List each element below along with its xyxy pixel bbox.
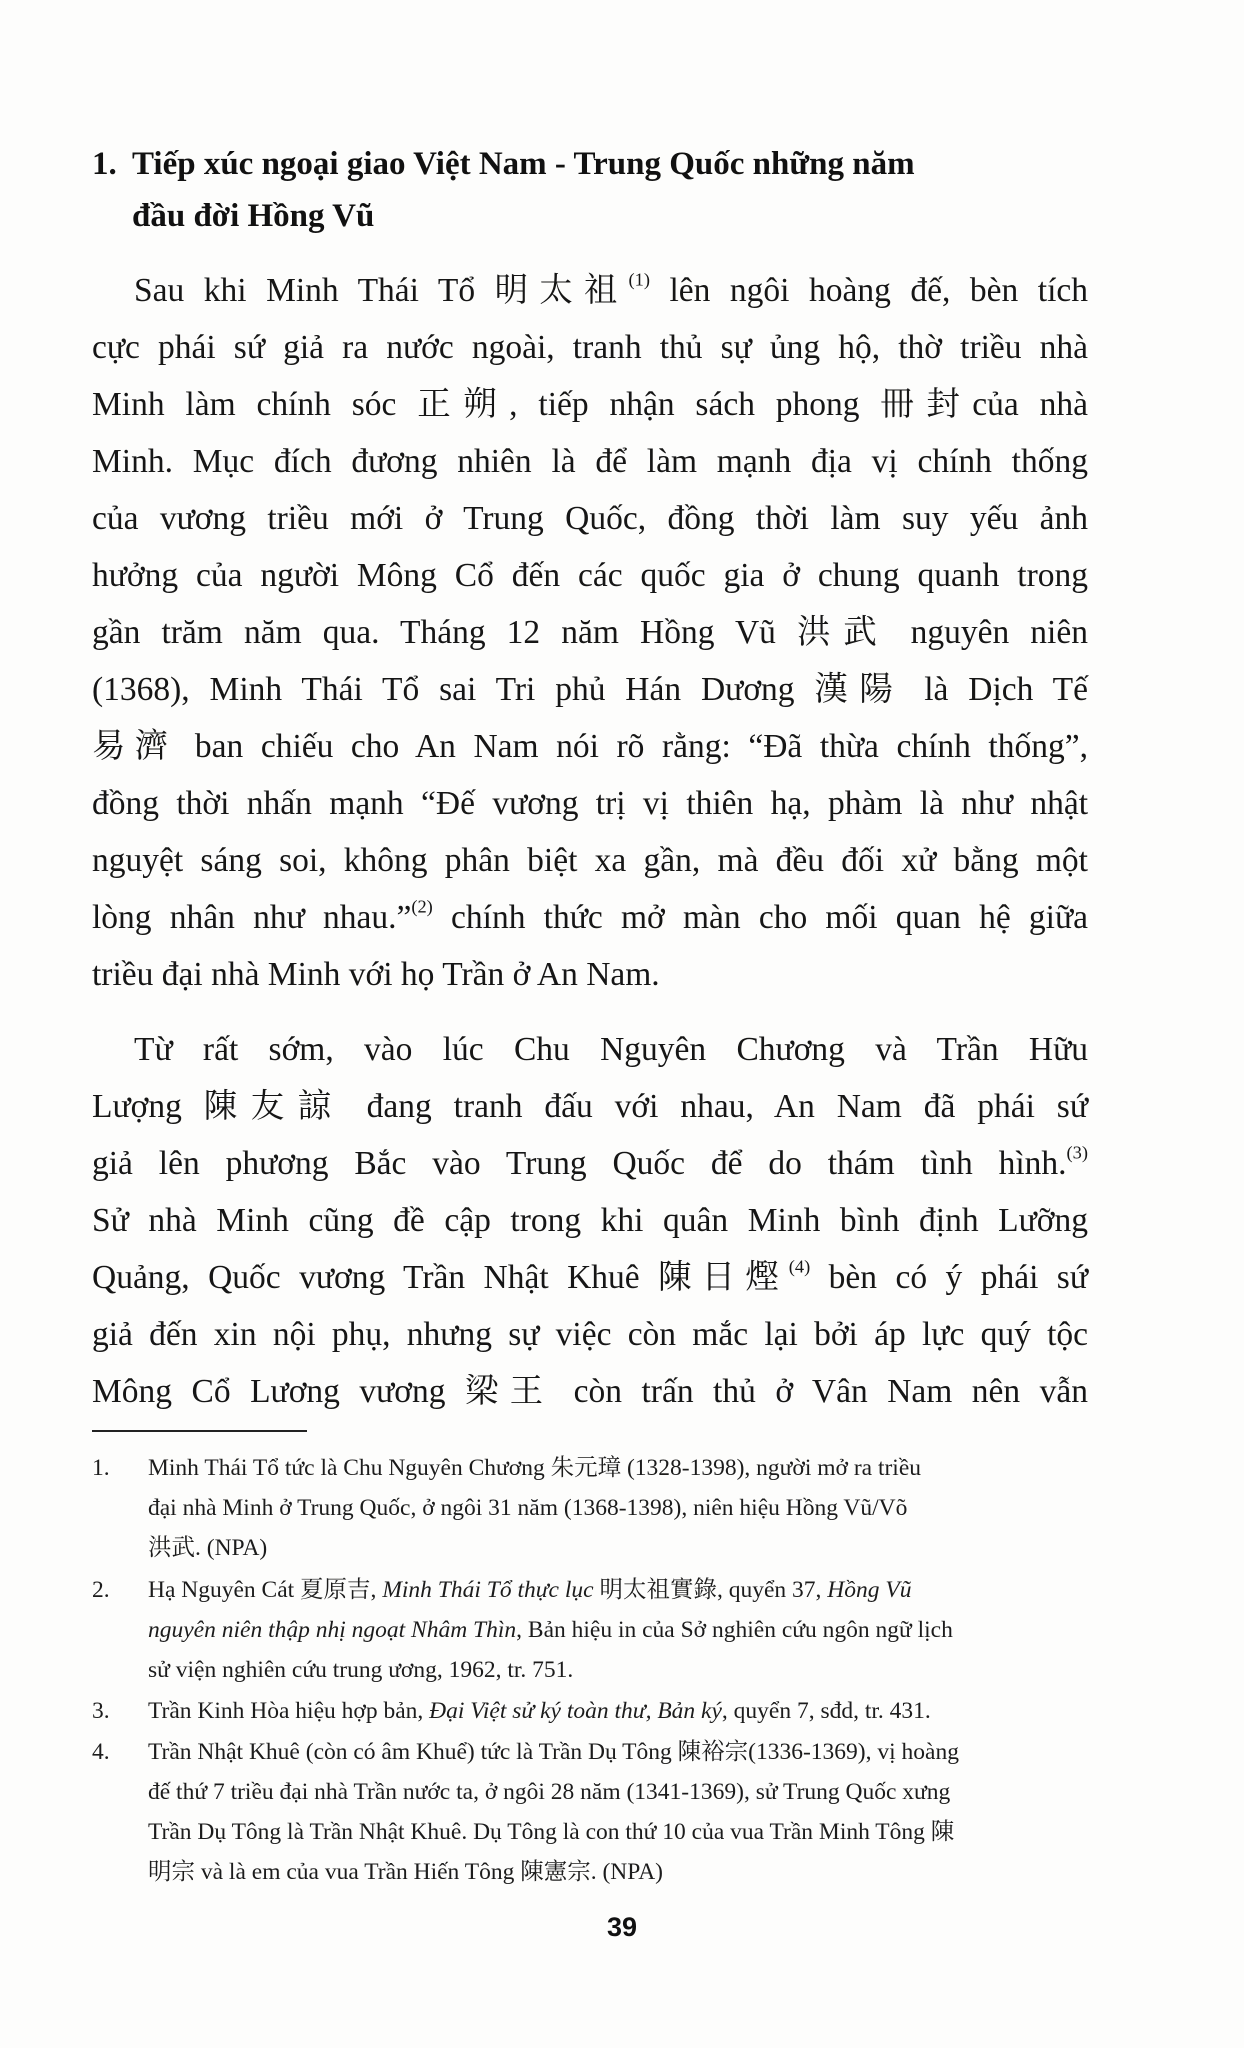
footnote-3 [92,1691,1102,1731]
text-line: Mông Cổ Lương vương 梁王 còn trấn thủ ở Vân Nam nên vẫn [92,1373,1088,1410]
footnote-line: đại nhà Minh ở Trung Quốc, ở ngôi 31 năm (1368-1398), niên hiệu Hồng Vũ/Võ [148,1495,908,1521]
footnote-line: Trần Dụ Tông là Trần Nhật Khuê. Dụ Tông là con thứ 10 của vua Trần Minh Tông 陳 [148,1819,955,1845]
text-line: (1368), Minh Thái Tổ sai Tri phủ Hán Dương 漢陽 là Dịch Tế [92,671,1088,708]
text-line: Minh. Mục đích đương nhiên là để làm mạnh địa vị chính thống [92,443,1088,480]
section-heading [92,138,1092,242]
footnote-number: 2. [92,1577,110,1603]
text-line: Lượng 陳友諒 đang tranh đấu với nhau, An Nam đã phái sứ [92,1088,1088,1125]
section-title-line-1: Tiếp xúc ngoại giao Việt Nam - Trung Quốc những năm [132,146,915,182]
text-line: 易濟 ban chiếu cho An Nam nói rõ rằng: “Đã thừa chính thống”, [92,728,1088,765]
footnote-line: sử viện nghiên cứu trung ương, 1962, tr. 751. [148,1657,574,1683]
footnote-line: 明宗 và là em của vua Trần Hiến Tông 陳憲宗. (NPA) [148,1859,663,1885]
footnote-ref-3[interactable]: (3) [1066,1142,1088,1163]
footnote-line: đế thứ 7 triều đại nhà Trần nước ta, ở ngôi 28 năm (1341-1369), sử Trung Quốc xưng [148,1779,951,1805]
footnote-ref-1[interactable]: (1) [628,269,650,290]
page-number: 39 [606,1912,638,1942]
footnote-ref-2[interactable]: (2) [411,896,433,917]
footnote-1 [92,1448,1102,1568]
footnote-line: Trần Kinh Hòa hiệu hợp bản, Đại Việt sử ký toàn thư, Bản ký, quyển 7, sđd, tr. 431. [148,1698,931,1724]
text-line: giả đến xin nội phụ, nhưng sự việc còn mắc lại bởi áp lực quý tộc [92,1316,1088,1353]
footnote-line: 洪武. (NPA) [148,1535,268,1561]
footnote-separator [92,1430,307,1432]
footnote-ref-4[interactable]: (4) [788,1256,811,1277]
text-line: Từ rất sớm, vào lúc Chu Nguyên Chương và Trần Hữu [134,1031,1088,1068]
text-line: lòng nhân như nhau.”$^{(2)}$ chính thức mở màn cho mối quan hệ giữa [92,896,1089,936]
text-line: Minh làm chính sóc 正朔, tiếp nhận sách phong 冊封của nhà [92,386,1088,423]
text-line: giả lên phương Bắc vào Trung Quốc để do thám tình hình.$^{(3)}$ [92,1142,1088,1182]
text-line: của vương triều mới ở Trung Quốc, đồng thời làm suy yếu ảnh [92,500,1088,537]
footnote-number: 3. [92,1698,110,1724]
footnote-4 [92,1732,1102,1892]
paragraph-2 [92,1021,1088,1420]
text-line: hưởng của người Mông Cổ đến các quốc gia ở chung quanh trong [92,557,1088,594]
section-number: 1. [92,146,117,182]
footnote-line: Minh Thái Tổ tức là Chu Nguyên Chương 朱元璋 (1328-1398), người mở ra triều [148,1455,922,1481]
text-line: Quảng, Quốc vương Trần Nhật Khuê 陳日熞$^{(4)}$ bèn có ý phái sứ [92,1256,1089,1296]
text-line: đồng thời nhấn mạnh “Đế vương trị vị thiên hạ, phàm là như nhật [92,785,1088,822]
section-title-line-2: đầu đời Hồng Vũ [132,198,375,234]
footnote-number: 4. [92,1739,110,1765]
paragraph-1 [92,262,1088,1003]
footnote-line: Hạ Nguyên Cát 夏原吉, Minh Thái Tổ thực lục 明太祖實錄, quyển 37, Hồng Vũ [148,1577,912,1603]
text-line: triều đại nhà Minh với họ Trần ở An Nam. [92,956,660,993]
footnote-line: Trần Nhật Khuê (còn có âm Khuể) tức là Trần Dụ Tông 陳裕宗(1336-1369), vị hoàng [148,1739,959,1765]
text-line: Sau khi Minh Thái Tổ 明太祖$^{(1)}$ lên ngôi hoàng đế, bèn tích [134,269,1089,309]
footnote-2 [92,1570,1102,1690]
text-line: gần trăm năm qua. Tháng 12 năm Hồng Vũ 洪武 nguyên niên [92,614,1088,651]
text-line: Sử nhà Minh cũng đề cập trong khi quân Minh bình định Lưỡng [92,1202,1088,1239]
text-line: cực phái sứ giả ra nước ngoài, tranh thủ sự ủng hộ, thờ triều nhà [92,329,1088,366]
text-line: nguyệt sáng soi, không phân biệt xa gần, mà đều đối xử bằng một [92,842,1088,879]
footnote-number: 1. [92,1455,110,1481]
footnote-line: nguyên niên thập nhị ngoạt Nhâm Thìn, Bản hiệu in của Sở nghiên cứu ngôn ngữ lịch [148,1617,953,1643]
